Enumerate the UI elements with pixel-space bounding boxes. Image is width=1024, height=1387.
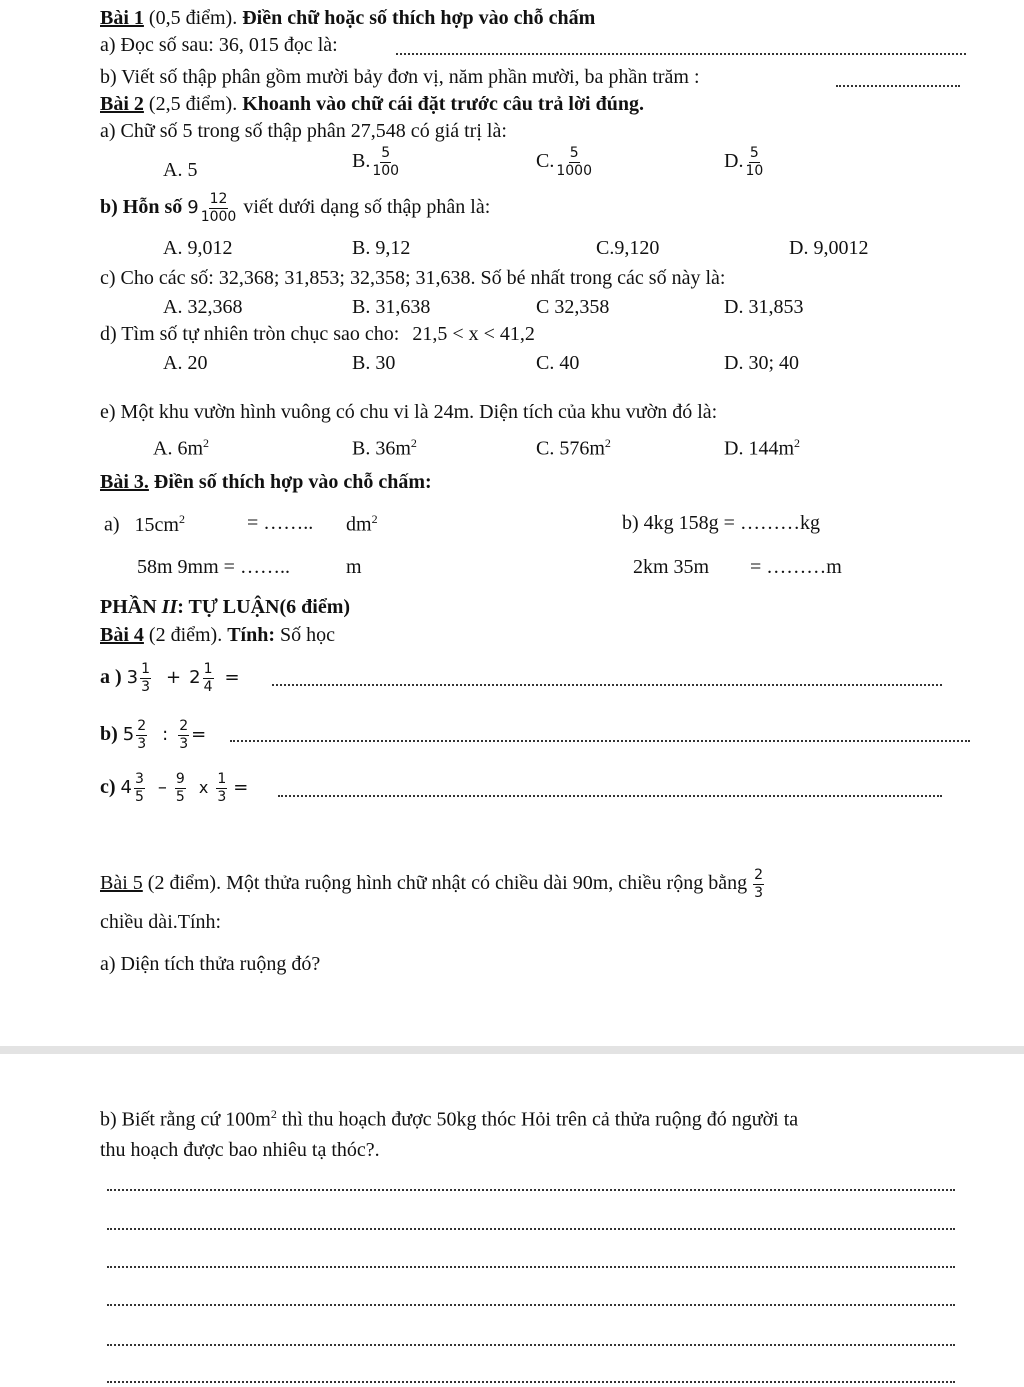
bai1-heading	[100, 8, 595, 28]
answer-line	[230, 740, 970, 742]
bai3-heading	[100, 472, 432, 492]
option-b: B. $36m^2$	[352, 436, 417, 460]
bai3-item-a1-blank: = ……..	[247, 512, 314, 534]
option-c: C. $\frac{5}{1000}$	[536, 145, 592, 179]
answer-line	[107, 1266, 955, 1268]
option-b: B. 30	[352, 352, 396, 374]
option-d: D. $144m^2$	[724, 436, 801, 460]
answer-line	[278, 795, 942, 797]
option-a: A. $6m^2$	[153, 436, 210, 460]
bai1-title: Bài 1	[100, 7, 144, 29]
bai1-question-b: b) Viết số thập phân gồm mười bảy đơn vị, năm phần mười, ba phần trăm :	[100, 66, 700, 88]
bai2-question-e: e) Một khu vườn hình vuông có chu vi là 24m. Diện tích của khu vườn đó là:	[100, 401, 718, 423]
part2-heading: PHẦN II: TỰ LUẬN(6 điểm)	[100, 596, 351, 618]
bai2-question-d: d) Tìm số tự nhiên tròn chục sao cho: 21,5 < x < 41,2	[100, 323, 535, 345]
bai2-heading	[100, 94, 644, 114]
bai2-question-b: b) Hỗn số 9 $\frac{12}{1000}$ viết dưới dạng số thập phân là:	[100, 191, 491, 225]
bai3-item-b2: 2km 35m	[633, 556, 710, 578]
answer-line	[107, 1228, 955, 1230]
bai4-instruction: Tính:	[227, 624, 281, 646]
option-b: B. 31,638	[352, 296, 431, 318]
bai4-heading	[100, 625, 335, 645]
bai3-item-b2-blank: = ………m	[750, 556, 842, 578]
bai5-question-a: a) Diện tích thửa ruộng đó?	[100, 953, 321, 975]
option-b: B. 9,12	[352, 237, 411, 259]
bai3-instruction: Điền số thích hợp vào chỗ chấm:	[148, 471, 432, 493]
bai2-title: Bài 2	[100, 93, 144, 115]
answer-line	[107, 1189, 955, 1191]
bai4-expression-b: b) 5 $\frac{2}{3}$ : $\frac{2}{3}$ =	[100, 718, 207, 752]
bai1-instruction: Điền chữ hoặc số thích hợp vào chỗ chấm	[242, 7, 596, 29]
bai2-instruction: Khoanh vào chữ cái đặt trước câu trả lời đúng.	[242, 93, 644, 115]
option-d: D. 30; 40	[724, 352, 799, 374]
bai3-item-a2-unit: m	[346, 556, 362, 578]
bai4-expression-a: a ) 3 $\frac{1}{3}$ + 2 $\frac{1}{4}$ =	[100, 661, 240, 695]
bai5-question-b: b) Biết rằng cứ $100m^2$ thì thu hoạch được 50kg thóc Hỏi trên cả thửa ruộng đó người ta	[100, 1107, 799, 1131]
bai3-item-a2: 58m 9mm = ……..	[137, 556, 290, 578]
answer-line	[107, 1304, 955, 1306]
bai3-item-a1: a) $15cm^2$	[104, 512, 185, 536]
option-d: D. 9,0012	[789, 237, 869, 259]
answer-line	[107, 1344, 955, 1346]
bai4-points: (2 điểm).	[143, 624, 228, 646]
option-d: D. $\frac{5}{10}$	[724, 145, 764, 179]
bai4-note: Số học	[280, 624, 336, 646]
option-c: C. $576m^2$	[536, 436, 611, 460]
bai5-title: Bài 5	[100, 871, 143, 894]
option-c: C.9,120	[596, 237, 660, 259]
option-a: A. 9,012	[163, 237, 233, 259]
answer-line	[836, 85, 960, 87]
option-b: B. $\frac{5}{100}$	[352, 145, 400, 179]
bai4-expression-c: c) 4 $\frac{3}{5}$ – $\frac{9}{5}$ x $\frac{1}{3}$ =	[100, 771, 249, 805]
bai5-heading: Bài 5 (2 điểm). Một thửa ruộng hình chữ nhật có chiều dài 90m, chiều rộng bằng $\frac{2}{3}$	[100, 867, 764, 901]
bai1-points: (0,5 điểm).	[143, 7, 243, 29]
bai2-points: (2,5 điểm).	[143, 93, 243, 115]
page-divider	[0, 1046, 1024, 1054]
bai4-title: Bài 4	[100, 624, 144, 646]
option-c: C. 40	[536, 352, 580, 374]
option-a: A. 5	[163, 159, 198, 181]
option-c: C 32,358	[536, 296, 610, 318]
inequality: 21,5 < x < 41,2	[412, 323, 535, 345]
bai2-question-a: a) Chữ số 5 trong số thập phân 27,548 có giá trị là:	[100, 120, 507, 142]
option-a: A. 32,368	[163, 296, 243, 318]
bai3-item-a1-unit: $dm^2$	[346, 512, 378, 536]
answer-line	[107, 1381, 955, 1383]
option-a: A. 20	[163, 352, 208, 374]
bai5-question-b-cont: thu hoạch được bao nhiêu tạ thóc?.	[100, 1139, 380, 1161]
option-d: D. 31,853	[724, 296, 804, 318]
bai3-title: Bài 3.	[100, 471, 149, 493]
bai3-item-b1: b) 4kg 158g = ………kg	[622, 512, 820, 534]
bai2-question-c: c) Cho các số: 32,368; 31,853; 32,358; 31,638. Số bé nhất trong các số này là:	[100, 267, 726, 289]
answer-line	[396, 53, 966, 55]
answer-line	[272, 684, 942, 686]
bai1-question-a: a) Đọc số sau: 36, 015 đọc là:	[100, 34, 338, 56]
bai5-text: chiều dài.Tính:	[100, 911, 222, 933]
